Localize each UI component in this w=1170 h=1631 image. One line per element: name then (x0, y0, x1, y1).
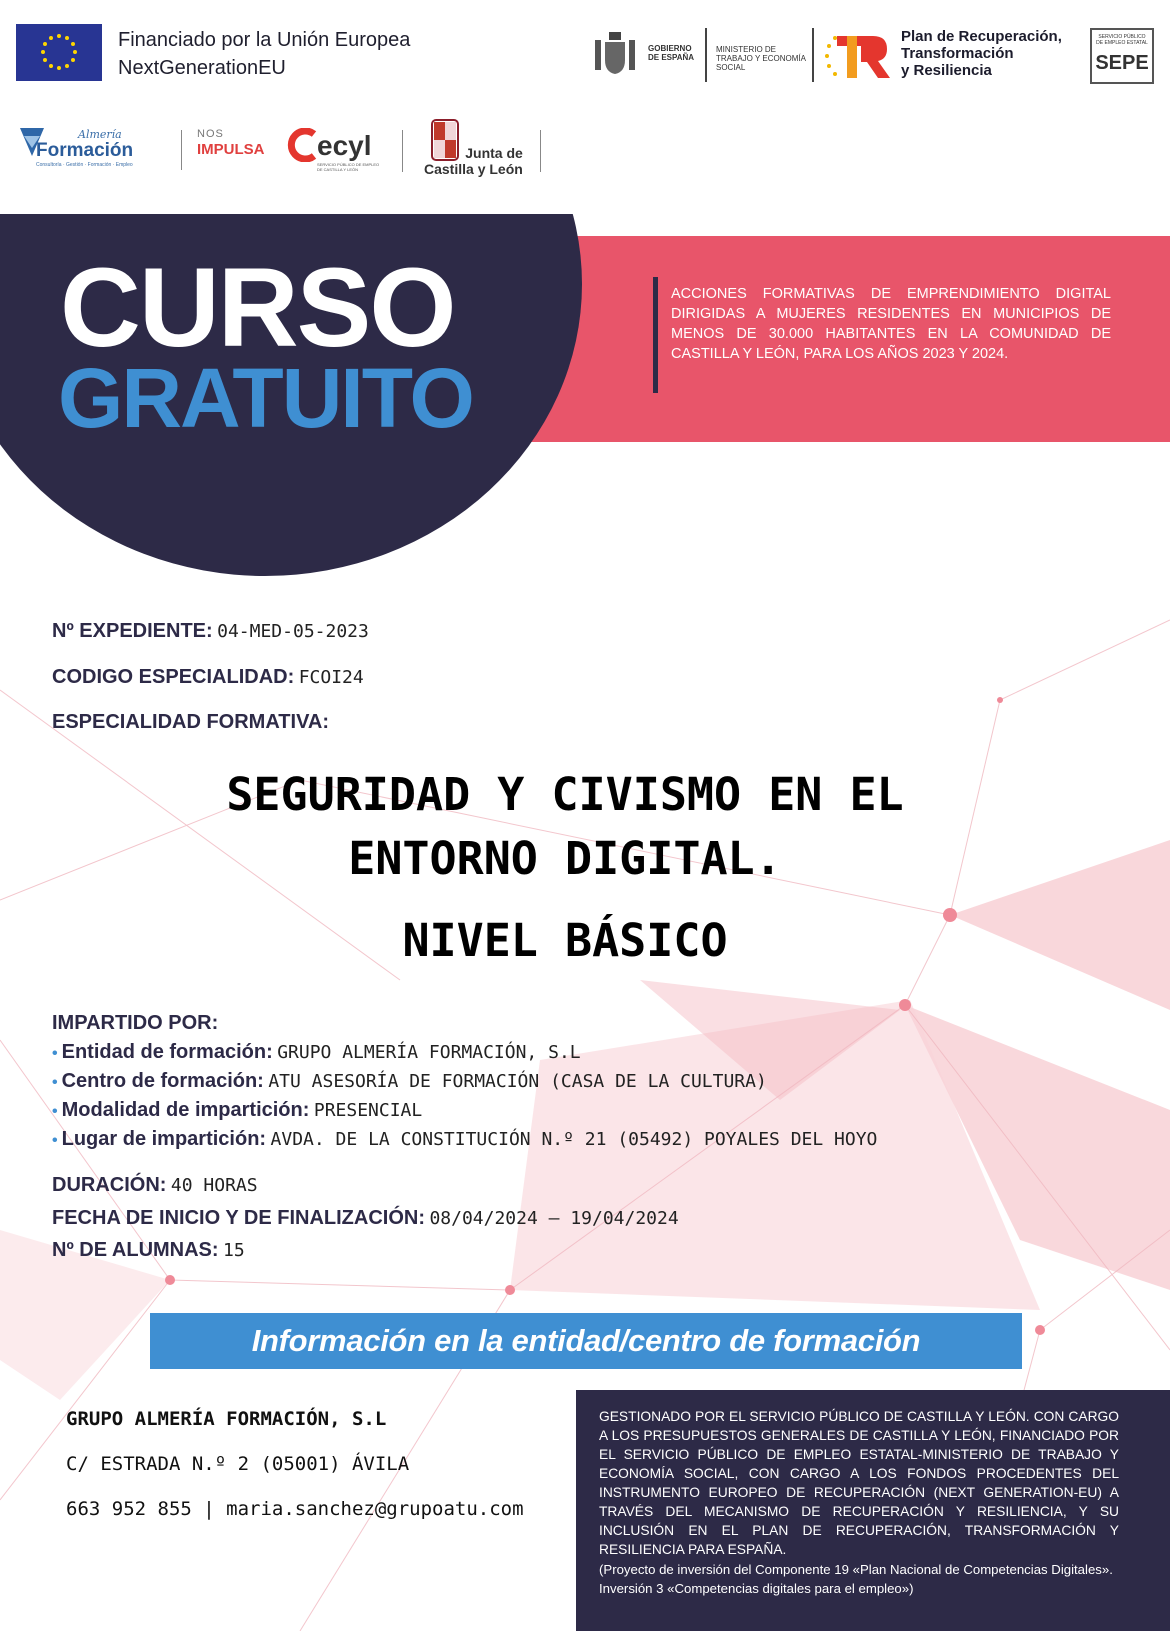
especialidad-row (52, 711, 329, 734)
eu-flag-icon (16, 24, 102, 81)
junta-text (424, 145, 523, 177)
spain-coat-of-arms-icon (593, 30, 637, 78)
accent-bar (653, 277, 658, 393)
divider (812, 28, 814, 82)
codigo-value: FCOI24 (298, 667, 364, 688)
fecha-label: FECHA DE INICIO Y DE FINALIZACIÓN: (52, 1207, 425, 1229)
prtr-logo-icon (823, 30, 891, 82)
bullet: • (52, 1074, 58, 1091)
prtr-text (901, 28, 1081, 79)
centro-value: ATU ASESORÍA DE FORMACIÓN (CASA DE LA CULTURA) (268, 1071, 767, 1092)
nos-text: NOS (197, 128, 224, 140)
contact-address: C/ ESTRADA N.º 2 (05001) ÁVILA (66, 1453, 410, 1475)
info-banner: Información en la entidad/centro de formación (150, 1313, 1022, 1369)
almeria-subtitle: Consultoría · Gestión · Formación · Empleo (36, 162, 133, 168)
impartido-label: IMPARTIDO POR: (52, 1012, 219, 1034)
junta-line-1: Junta de (465, 145, 523, 161)
prtr-line-1: Plan de Recuperación, (901, 28, 1062, 45)
lugar-label: Lugar de impartición: (61, 1128, 267, 1150)
eu-funding-text (118, 26, 410, 82)
lugar-row (52, 1128, 877, 1151)
ministerio-text: MINISTERIO DE TRABAJO Y ECONOMÍA SOCIAL (716, 45, 806, 72)
impulsa-text: IMPULSA (197, 141, 265, 158)
sepe-logo (1090, 28, 1154, 84)
acciones-text: ACCIONES FORMATIVAS DE EMPRENDIMIENTO DIGITAL DIRIGIDAS A MUJERES RESIDENTES EN MUNICIPIOS DE MENOS DE 30.000 HABITANTES EN LA COMUNIDAD DE CASTILLA Y LEÓN, PARA LOS AÑOS 2023 Y 2024. (671, 286, 1111, 362)
centro-row (52, 1070, 767, 1093)
expediente-label: Nº EXPEDIENTE: (52, 620, 213, 642)
alumnas-label: Nº DE ALUMNAS: (52, 1239, 219, 1261)
codigo-row (52, 666, 364, 689)
eu-line-2: NextGenerationEU (118, 57, 286, 79)
course-title-line-2: ENTORNO DIGITAL. (348, 832, 782, 885)
alumnas-value: 15 (223, 1240, 245, 1261)
almeria-script: Almería (78, 128, 122, 141)
fecha-value: 08/04/2024 – 19/04/2024 (429, 1208, 679, 1229)
prtr-line-3: y Resiliencia (901, 62, 992, 79)
bullet: • (52, 1132, 58, 1149)
modalidad-row (52, 1099, 422, 1122)
modalidad-value: PRESENCIAL (313, 1100, 423, 1121)
divider (181, 130, 182, 170)
gobierno-text: GOBIERNO DE ESPAÑA (648, 44, 695, 62)
ecyl-subtitle: SERVICIO PÚBLICO DE EMPLEO DE CASTILLA Y LEÓN (317, 162, 380, 172)
modalidad-label: Modalidad de impartición: (61, 1099, 310, 1121)
contact-name: GRUPO ALMERÍA FORMACIÓN, S.L (66, 1408, 387, 1430)
centro-label: Centro de formación: (61, 1070, 264, 1092)
sepe-label: SEPE (1095, 52, 1149, 74)
expediente-value: 04-MED-05-2023 (217, 621, 369, 642)
curso-heading: CURSO (60, 245, 455, 370)
prtr-line-2: Transformación (901, 45, 1014, 62)
gratuito-heading: GRATUITO (58, 351, 473, 445)
duracion-value: 40 HORAS (170, 1175, 258, 1196)
contact-phone-email: 663 952 855 | maria.sanchez@grupoatu.com (66, 1498, 524, 1520)
codigo-label: CODIGO ESPECIALIDAD: (52, 666, 295, 688)
especialidad-label: ESPECIALIDAD FORMATIVA: (52, 711, 330, 733)
divider (540, 130, 541, 172)
duracion-row (52, 1174, 258, 1197)
alumnas-row (52, 1239, 245, 1262)
divider (402, 130, 403, 172)
divider (705, 28, 707, 82)
fecha-row (52, 1207, 679, 1230)
bullet: • (52, 1045, 58, 1062)
expediente-row (52, 620, 369, 643)
entidad-value: GRUPO ALMERÍA FORMACIÓN, S.L (277, 1042, 581, 1063)
bullet: • (52, 1103, 58, 1120)
duracion-label: DURACIÓN: (52, 1174, 167, 1196)
ecyl-wordmark: ecyl (317, 130, 372, 161)
lugar-value: AVDA. DE LA CONSTITUCIÓN N.º 21 (05492) POYALES DEL HOYO (270, 1129, 878, 1150)
entidad-label: Entidad de formación: (61, 1041, 273, 1063)
course-title-line-3: NIVEL BÁSICO (402, 914, 728, 967)
eu-line-1: Financiado por la Unión Europea (118, 29, 411, 51)
course-title-line-1: SEGURIDAD Y CIVISMO EN EL (226, 768, 904, 821)
legal-note: (Proyecto de inversión del Componente 19 «Plan Nacional de Competencias Digitales». Inversión 3 «Competencias digitales para el empleo») (599, 1562, 1113, 1596)
junta-line-2: Castilla y León (424, 161, 523, 177)
almeria-label: Formación (36, 140, 134, 161)
impartido-row (52, 1012, 218, 1035)
sepe-subtitle: SERVICIO PÚBLICO DE EMPLEO ESTATAL (1096, 34, 1148, 46)
legal-text: GESTIONADO POR EL SERVICIO PÚBLICO DE CASTILLA Y LEÓN. CON CARGO A LOS PRESUPUESTOS GENERALES DE CASTILLA Y LEÓN, FINANCIADO POR EL SERVICIO PÚBLICO DE EMPLEO ESTATAL-MINISTERIO DE TRABAJO Y ECONOMÍA SOCIAL, CON CARGO A LOS FONDOS PROCEDENTES DEL INSTRUMENTO EUROPEO DE RECUPERACIÓN (NEXT GENERATION-EU) A TRAVÉS DEL MECANISMO DE RECUPERACIÓN Y RESILIENCIA, Y SU INCLUSIÓN EN EL PLAN DE RECUPERACIÓN, TRANSFORMACIÓN Y RESILIENCIA PARA ESPAÑA. (599, 1409, 1119, 1557)
entidad-row (52, 1041, 581, 1064)
